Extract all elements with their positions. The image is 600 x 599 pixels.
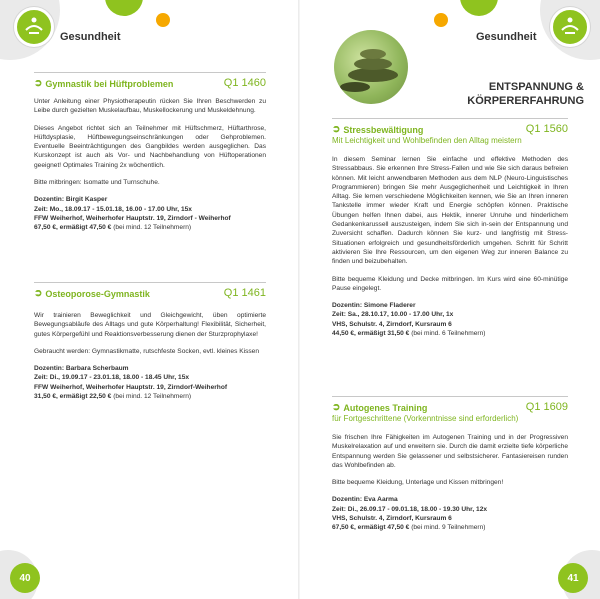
right-page <box>300 0 600 599</box>
course-title: Stressbewältigung <box>343 124 424 135</box>
course-time: Zeit: Di., 26.09.17 - 09.01.18, 18.00 - 19.30 Uhr, 12x <box>332 505 488 513</box>
course-osteoporose <box>34 282 266 401</box>
course-note: Gebraucht werden: Gymnastikmatte, rutschfeste Socken, evtl. kleines Kissen <box>34 347 260 355</box>
course-description: Sie frischen Ihre Fähigkeiten im Autogenen Training und in der Progressiven Muskelrelaxation auf und erweitern sie. Durch die damit erzielte tiefe körperliche Entspannung werden Sie gelassener und selbstsicherer. Fantasiereisen runden das Wohlbefinden ab. <box>332 434 568 469</box>
course-time: Zeit: Mo., 18.09.17 - 15.01.18, 16.00 - 17.00 Uhr, 15x <box>34 205 192 213</box>
section-title: ENTSPANNUNG & KÖRPERERFAHRUNG <box>467 81 584 107</box>
orange-dot-decoration <box>156 13 170 27</box>
course-note: Bitte mitbringen: Isomatte und Turnschuhe. <box>34 179 160 187</box>
course-note: Bitte bequeme Kleidung und Decke mitbringen. Im Kurs wird eine 60-minütige Pause eingelegt. <box>332 275 568 292</box>
course-autogenes-training <box>332 396 568 533</box>
course-title: Gymnastik bei Hüftproblemen <box>45 78 174 89</box>
course-time: Zeit: Di., 19.09.17 - 23.01.18, 18.00 - 18.45 Uhr, 15x <box>34 374 190 382</box>
course-subtitle: Mit Leichtigkeit und Wohlbefinden den Alltag meistern <box>332 136 522 145</box>
course-gymnastik-hueft <box>34 72 266 233</box>
course-place: VHS, Schulstr. 4, Zirndorf, Kursraum 6 <box>332 515 452 523</box>
page-number: 40 <box>10 563 40 593</box>
course-time: Zeit: Sa., 28.10.17, 10.00 - 17.00 Uhr, 1x <box>332 311 454 319</box>
course-title: Autogenes Training <box>343 402 428 413</box>
lecturer: Dozentin: Eva Aarma <box>332 496 398 504</box>
lecturer: Dozentin: Simone Fladerer <box>332 302 416 310</box>
arrow-icon: ➲ <box>34 78 43 89</box>
course-number: Q1 1461 <box>223 287 266 299</box>
course-note: Bitte bequeme Kleidung, Unterlage und Kissen mitbringen! <box>332 479 504 487</box>
orange-dot-decoration <box>434 13 448 27</box>
course-number: Q1 1460 <box>223 77 266 89</box>
course-description: In diesem Seminar lernen Sie einfache und effektive Methoden des Stressabbaus. Sie erkennen Ihre Stress-Fallen und wie Sie sich daraus befreien können. Mit leicht anwendbaren Methoden aus dem NLP (Neuro-Linguistisches Programmieren) bringen Sie mehr Ausgeglichenheit und Leichtigkeit in Ihren Alltag. Sie lernen verschiedene Möglichkeiten kennen, wie Sie an Ihren inneren Tankstelle immer wieder Kraft und Energie schöpfen können. Praktische Übungen helfen Ihnen dabei, aus Hektik, innerer Unruhe und hinderlichem Gedankenkarussell auszusteigen, indem Sie sich in-sein der Entspannung und Zuversicht schaffen. Dadurch können Sie kurz- und langfristig mit Stress-Situationen erfolgreich und gesundheitsförderlich umgehen. Schritt für Schritt aktivieren Sie Ihre Ressourcen, um den eigenen Weg zur inneren Balance zu finden und beizubehalten. <box>332 156 568 266</box>
course-price: 67,50 €, ermäßigt 47,50 € <box>34 224 112 232</box>
course-description: Dieses Angebot richtet sich an Teilnehmer mit Hüftschmerz, Hüftarthrose, Hüftdysplasie, Hüftbewegungseinschränkungen oder Gehproblemen. Eventuelle Beeinträchtigungen des Gangbildes werden ausgeglichen. Das Kurskonzept ist auch als Vor- und Nachbehandlung von Hüftoperationen geeignet! Optimales Training 2x wöchentlich. <box>34 124 266 169</box>
course-description: Unter Anleitung einer Physiotherapeutin rücken Sie Ihren Beschwerden zu Leibe durch gezielten Muskelaufbau, Muskellockerung und Muskeldehnung. <box>34 98 266 115</box>
lecturer: Dozentin: Birgit Kasper <box>34 196 108 204</box>
stones-photo <box>334 30 408 104</box>
course-title: Osteoporose-Gymnastik <box>45 288 150 299</box>
arrow-icon: ➲ <box>34 288 43 299</box>
page-header: Gesundheit <box>60 31 121 43</box>
green-dot-decoration <box>105 0 143 16</box>
course-subtitle: für Fortgeschrittene (Vorkenntnisse sind erforderlich) <box>332 414 519 423</box>
course-place: FFW Weiherhof, Weiherhofer Hauptstr. 19, Zirndorf-Weiherhof <box>34 383 228 391</box>
course-min: (bei mind. 12 Teilnehmern) <box>113 393 192 401</box>
course-number: Q1 1609 <box>525 401 568 413</box>
wellness-badge-icon <box>14 7 54 47</box>
course-number: Q1 1560 <box>525 123 568 135</box>
course-price: 31,50 €, ermäßigt 22,50 € <box>34 393 112 401</box>
lecturer: Dozentin: Barbara Scherbaum <box>34 365 129 373</box>
wellness-badge-icon <box>550 7 590 47</box>
course-min: (bei mind. 6 Teilnehmern) <box>411 330 486 338</box>
course-price: 67,50 €, ermäßigt 47,50 € <box>332 524 410 532</box>
green-dot-decoration <box>460 0 498 16</box>
course-description: Wir trainieren Beweglichkeit und Gleichgewicht, üben optimierte Bewegungsabläufe des Alltags und gute Körperhaltung! Flexibilität, Sicherheit, gutes Körpergefühl und Reaktionsverbesserung dienen der Sturzprophylaxe! <box>34 312 266 338</box>
course-min: (bei mind. 12 Teilnehmern) <box>113 224 192 232</box>
course-price: 44,50 €, ermäßigt 31,50 € <box>332 330 410 338</box>
page-header: Gesundheit <box>476 31 537 43</box>
course-place: FFW Weiherhof, Weiherhofer Hauptstr. 19, Zirndorf - Weiherhof <box>34 214 231 222</box>
course-min: (bei mind. 9 Teilnehmern) <box>411 524 486 532</box>
arrow-icon: ➲ <box>332 124 341 135</box>
arrow-icon: ➲ <box>332 402 341 413</box>
course-place: VHS, Schulstr. 4, Zirndorf, Kursraum 6 <box>332 320 452 328</box>
course-stressbewaeltigung <box>332 118 568 338</box>
page-number: 41 <box>558 563 588 593</box>
